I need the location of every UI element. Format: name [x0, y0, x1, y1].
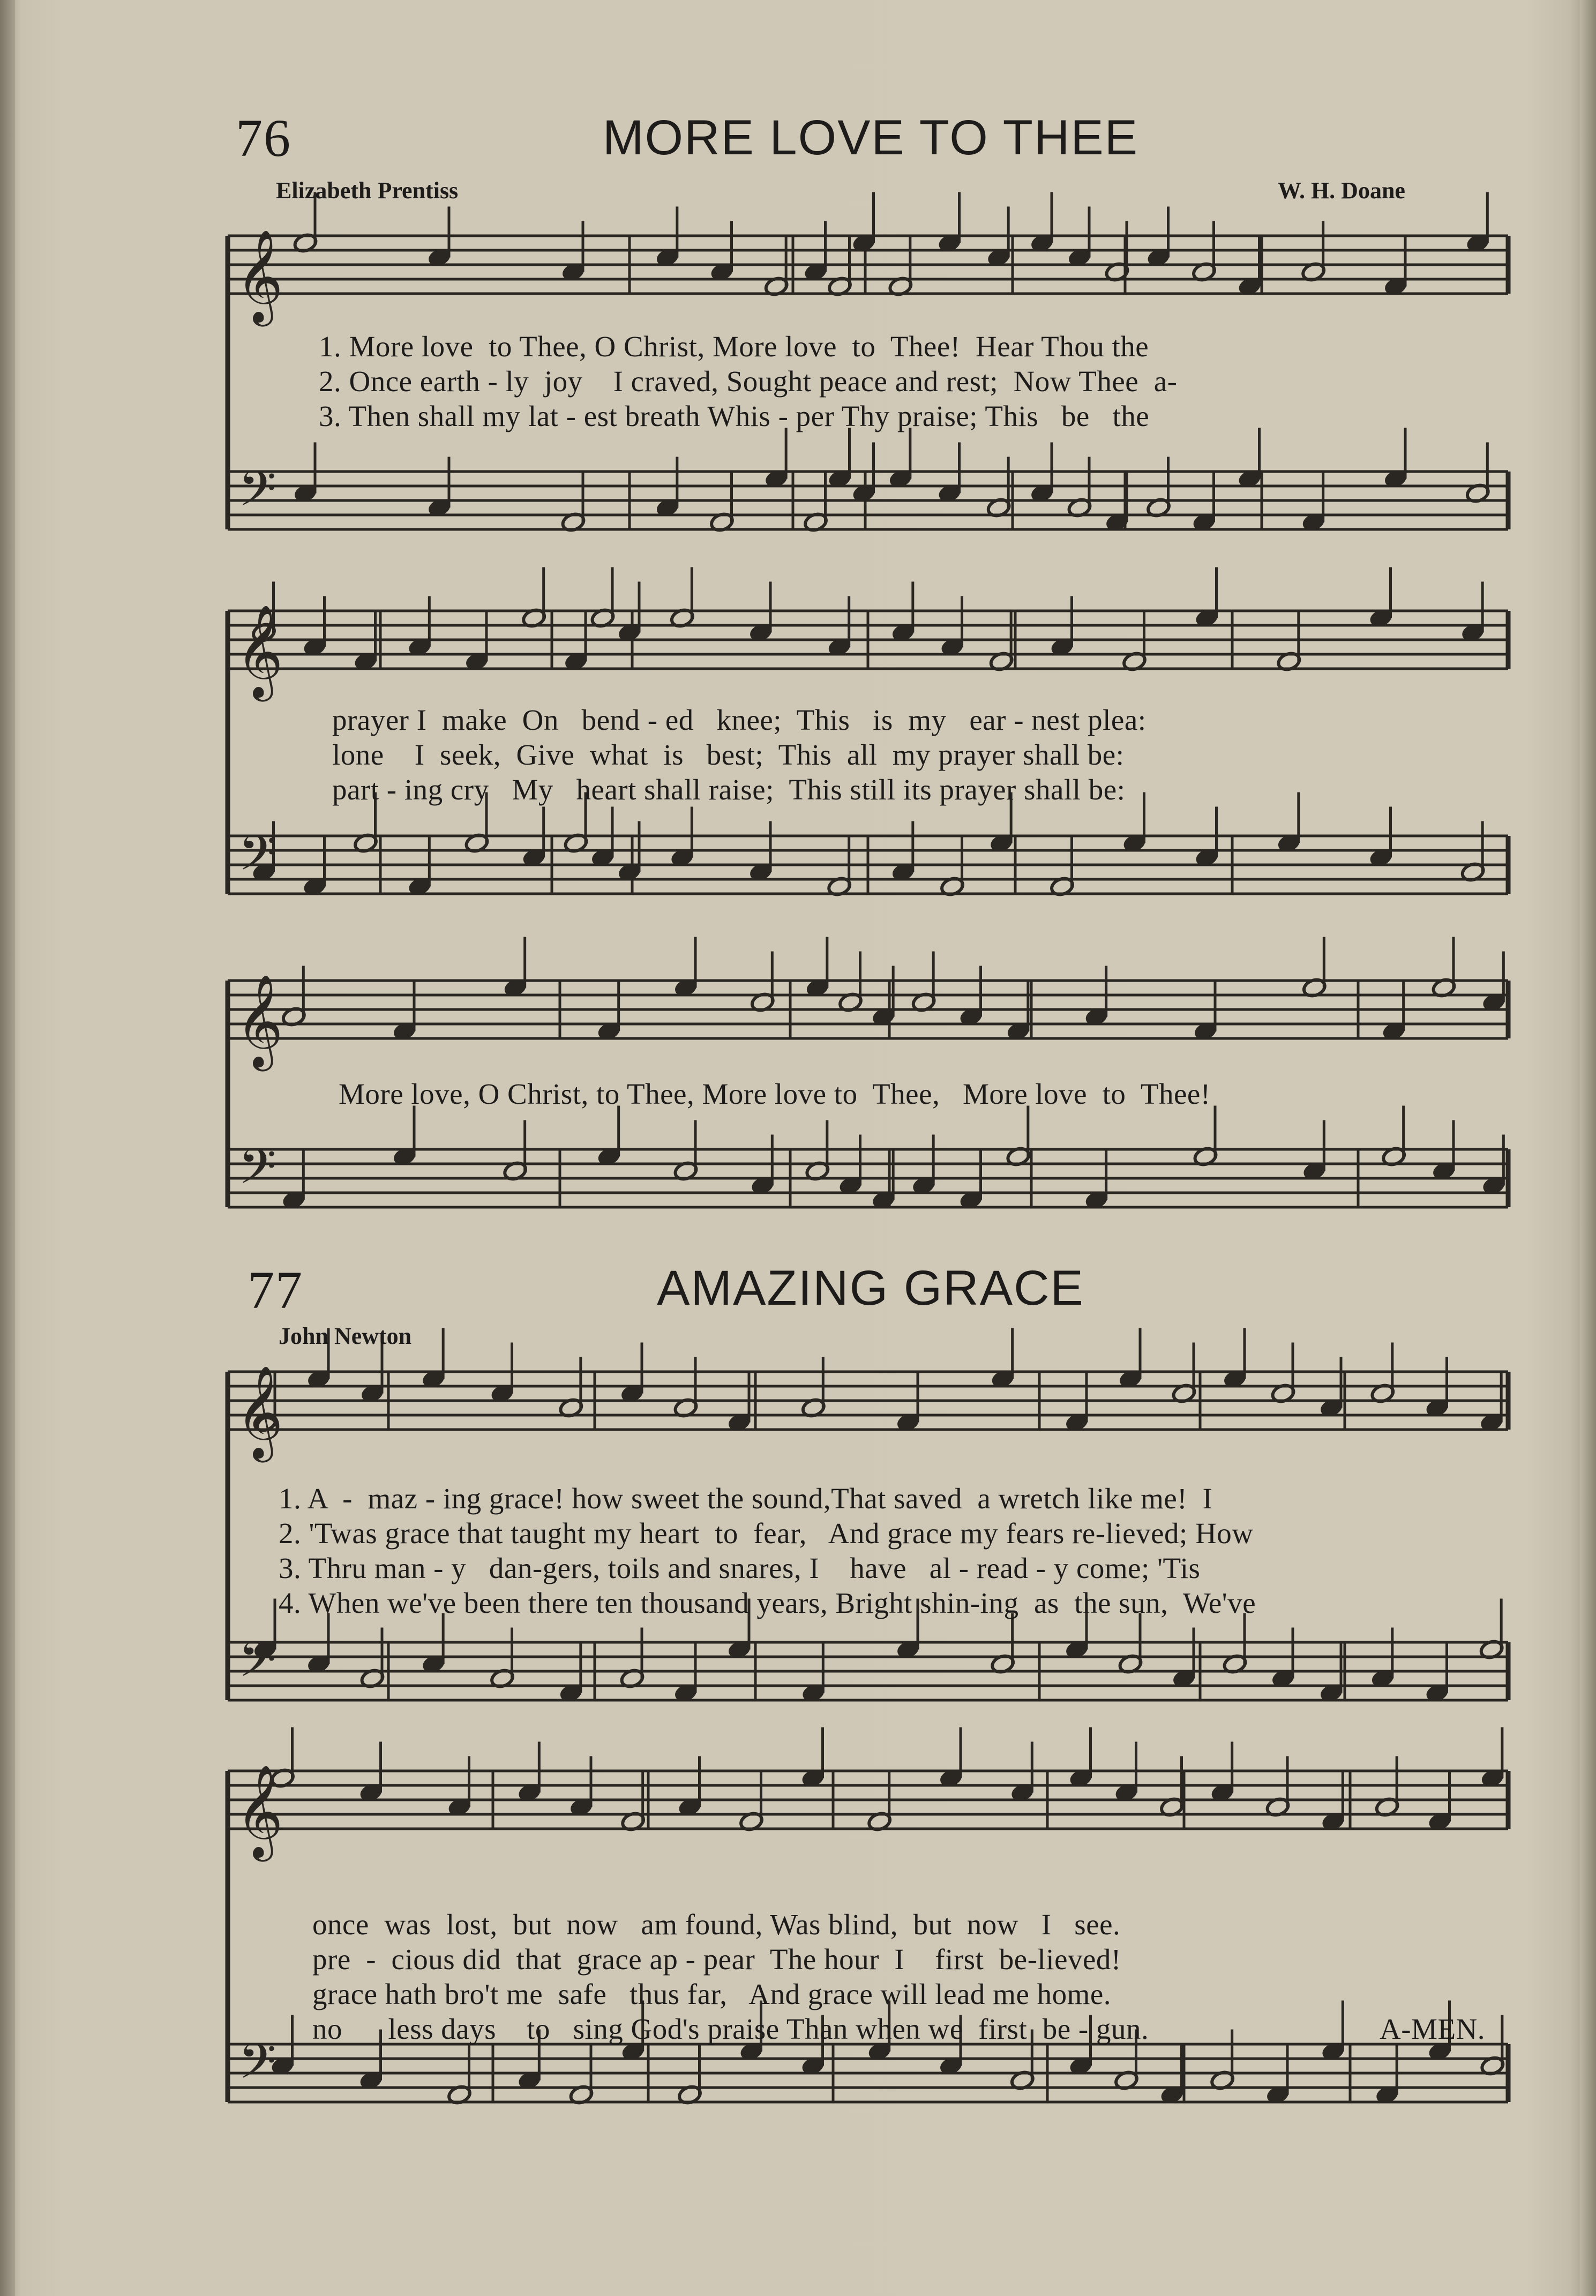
verse-line: 2. Once earth - ly joy I craved, Sought peace and rest; Now Thee a-	[319, 365, 1178, 398]
verse-line: pre - cious did that grace ap - pear The hour I first be-lieved!	[312, 1943, 1121, 1976]
lyricist-credit: Elizabeth Prentiss	[276, 177, 459, 204]
verse-line: 4. When we've been there ten thousand years, Bright shin-ing as the sun, We've	[279, 1587, 1256, 1619]
svg-text:𝄞: 𝄞	[236, 1764, 283, 1858]
verse-line: 1. A - maz - ing grace! how sweet the sound,That saved a wretch like me! I	[279, 1482, 1213, 1515]
hymn-title: MORE LOVE TO THEE	[602, 110, 1139, 165]
verse-line: grace hath bro't me safe thus far, And grace will lead me home.	[312, 1978, 1112, 2010]
svg-text:𝄞: 𝄞	[236, 604, 283, 698]
lyricist-credit: John Newton	[279, 1323, 412, 1349]
svg-text:𝄢: 𝄢	[238, 460, 276, 529]
verse-line: 3. Then shall my lat - est breath Whis - per Thy praise; This be the	[319, 400, 1150, 432]
verse-line: 3. Thru man - y dan-gers, toils and snares, I have al - read - y come; 'Tis	[279, 1552, 1201, 1584]
verse-line: part - ing cry My heart shall raise; This still its prayer shall be:	[332, 773, 1126, 806]
svg-text:𝄞: 𝄞	[236, 229, 283, 323]
amen-text: A-MEN.	[1380, 2013, 1486, 2045]
verse-line: once was lost, but now am found, Was blind, but now I see.	[312, 1908, 1121, 1941]
svg-text:𝄞: 𝄞	[236, 1365, 283, 1459]
hymn-number: 77	[248, 1260, 303, 1320]
verse-line: no less days to sing God's praise Than when we first be - gun.	[312, 2013, 1149, 2045]
verse-line: 2. 'Twas grace that taught my heart to fear, And grace my fears re-lieved; How	[279, 1517, 1254, 1550]
composer-credit: W. H. Doane	[1278, 177, 1405, 204]
svg-text:𝄢: 𝄢	[238, 2033, 276, 2101]
svg-text:𝄢: 𝄢	[238, 825, 276, 893]
verse-line: lone I seek, Give what is best; This all my prayer shall be:	[332, 738, 1125, 771]
hymn-number: 76	[236, 108, 291, 168]
svg-text:𝄢: 𝄢	[238, 1631, 276, 1700]
svg-text:𝄞: 𝄞	[236, 974, 283, 1067]
refrain-line: More love, O Christ, to Thee, More love to Thee, More love to Thee!	[339, 1078, 1211, 1110]
hymn-title: AMAZING GRACE	[657, 1261, 1084, 1315]
verse-line: 1. More love to Thee, O Christ, More love to Thee! Hear Thou the	[319, 330, 1149, 363]
svg-text:𝄢: 𝄢	[238, 1138, 276, 1207]
verse-line: prayer I make On bend - ed knee; This is my ear - nest plea:	[332, 704, 1147, 736]
